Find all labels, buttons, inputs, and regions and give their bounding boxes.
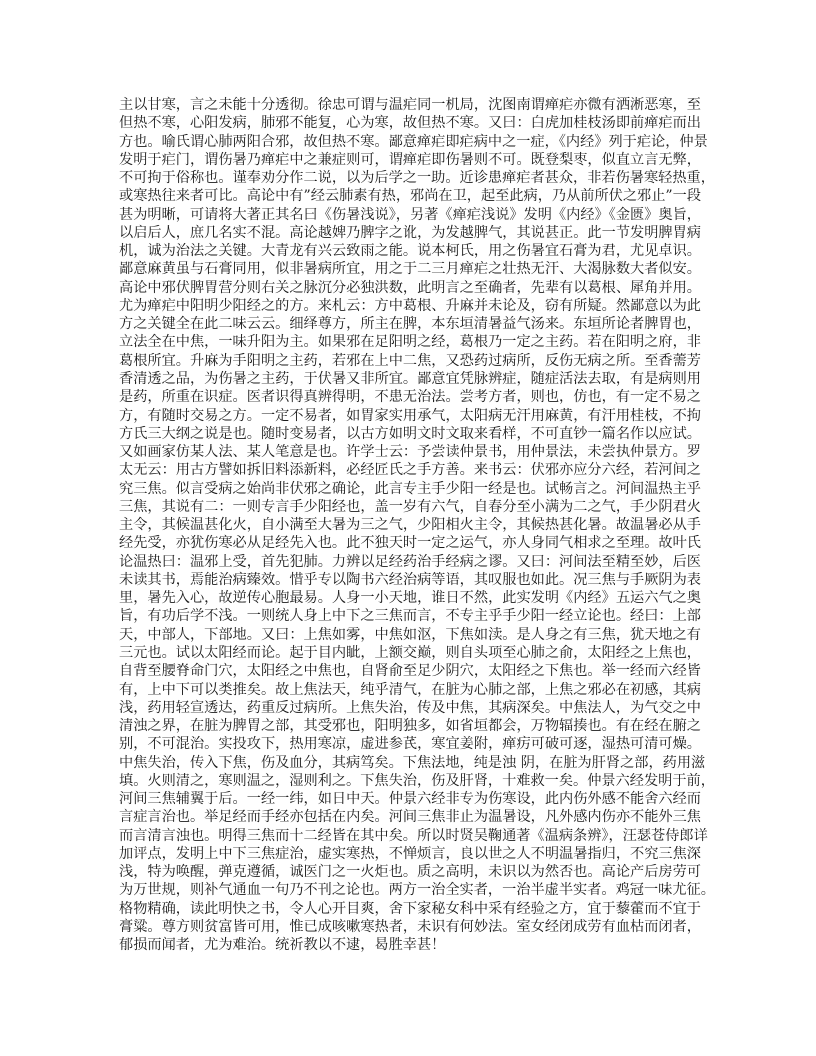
text-line: 为万世规，则补气通血一句乃不刊之论也。两方一治全实者，一治半虚半实者。鸡冠一味尤征。 [119,882,715,899]
text-line: 而言清言浊也。明得三焦而十二经皆在其中矣。所以时贤吴鞠通著《温病条辨》，汪瑟苍侍郎详 [119,827,708,844]
text-line: 究三焦。似言受病之始尚非伏邪之确论，此言专主手少阳一经是也。试畅言之。河间温热主乎 [119,480,701,497]
text-line: 以启后人，庶几名实不混。高论越婢乃脾字之讹，为发越脾气，其说甚正。此一节发明脾胃病 [119,224,701,241]
text-line: 浅，特为唤醒，弹克遵循，诚医门之一火炬也。质之高明，未识以为然否也。高论产后房劳可 [119,864,701,881]
text-line: 是药，所重在识症。医者识得真辨得明，不患无治法。尝考方者，则也，仿也，有一定不易之 [119,389,701,406]
text-line: 或寒热往来者可比。高论中有”经云肺素有热，邪尚在卫，起至此病，乃从前所伏之邪止”一段 [119,188,702,205]
text-line: 膏粱。尊方则贫富皆可用，惟已成咳嗽寒热者，未识有何妙法。室女经闭成劳有血枯而闭者， [119,918,701,935]
text-line: 三元也。试以太阳经而论。起于目内眦，上额交巅，则自头项至心肺之俞，太阳经之上焦也， [119,644,701,661]
text-line: 机，诚为治法之关键。大青龙有兴云致雨之能。说本柯氏，用之伤暑宜石膏为君，尤见卓识。 [119,243,701,260]
text-line: 又如画家仿某人法、某人笔意是也。许学士云：予尝读仲景书，用仲景法，未尝执仲景方。罗 [119,444,701,461]
text-line: 加评点，发明上中下三焦症治，虚实寒热，不惮烦言，良以世之人不明温暑指归，不究三焦深 [119,845,701,862]
text-line: 天，中部人，下部地。又曰：上焦如雾，中焦如沤，下焦如渎。是人身之有三焦，犹天地之有 [119,626,701,643]
text-line: 方也。喻氏谓心肺两阳合邪，故但热不寒。鄙意瘅疟即疟病中之一症，《内经》列于疟论，仲景 [119,133,708,150]
text-line: 自背至腰脊命门穴，太阳经之中焦也，自肾俞至足少阴穴，太阳经之下焦也。举一经而六经皆 [119,663,701,680]
text-line: 里，暑先入心，故逆传心胞最易。人身一小天地，谁日不然，此实发明《内经》五运六气之奥 [119,590,701,607]
text-line: 浅，药用轻宣透达，药重反过病所。上焦失治，传及中焦，其病深矣。中焦法人，为气交之中 [119,699,701,716]
text-line: 言症言治也。举足经而手经亦包括在内矣。河间三焦非止为温暑设，凡外感内伤亦不能外三焦 [119,809,701,826]
text-line: 发明于疟门，谓伤暑乃瘅疟中之兼症则可，谓瘅疟即伤暑则不可。既登梨枣，似直立言无弊， [119,151,701,168]
text-line: 主以甘寒，言之未能十分透彻。徐忠可谓与温疟同一机局，沈图南谓瘅疟亦微有洒淅恶寒，至 [119,97,701,113]
text-line: 有，上中下可以类推矣。故上焦法天，纯乎清气，在脏为心肺之部，上焦之邪必在初感，其病 [119,681,701,698]
text-line: 未读其书，焉能治病臻效。惜乎专以陶书六经治病等语，其叹服也如此。况三焦与手厥阴为表 [119,571,701,588]
text-line: 中焦失治，传入下焦，伤及血分，其病笃矣。下焦法地，纯是浊 阴，在脏为肝肾之部，药用滋 [119,754,706,771]
text-line: 尤为瘅疟中阳明少阳经之的方。来札云：方中葛根、升麻并未论及，窃有所疑。然鄙意以为此 [119,297,701,314]
text-line: 高论中邪伏脾胃营分则右关之脉沉分必独洪数，此明言之至确者，先辈有以葛根、犀角并用。 [119,279,701,296]
text-line: 甚为明晰，可请将大著正其名曰《伤暑浅说》，另著《瘅疟浅说》发明《内经》《金匮》奥旨， [119,206,701,223]
document-page [119,96,715,954]
text-line: 三焦，其说有二：一则专言手少阳经也，盖一岁有六气，自春分至小满为二之气，手少阴君火 [119,498,701,515]
text-line: 论温热曰：温邪上受，首先犯肺。力辨以足经药治手经病之谬。又曰：河间法至精至妙，后医 [119,553,701,570]
text-line: 方，有随时交易之方。一定不易者，如胃家实用承气，太阳病无汗用麻黄，有汗用桂枝，不拘 [119,407,701,424]
text-line: 鄙意麻黄虽与石膏同用，似非暑病所宜，用之于二三月瘅疟之壮热无汗、大渴脉数大者似安。 [119,261,701,278]
text-line: 河间三焦辅翼于后。一经一纬，如日中天。仲景六经非专为伤寒设，此内伤外感不能舍六经而 [119,791,701,808]
text-line: 葛根所宜。升麻为手阳明之主药，若邪在上中二焦，又恐药过病所，反伤无病之所。至香薷芳 [119,352,701,369]
text-line: 旨，有功后学不浅。一则统人身上中下之三焦而言，不专主乎手少阳一经立论也。经曰：上部 [119,608,701,625]
text-line: 香清透之品，为伤暑之主药，于伏暑又非所宜。鄙意宜凭脉辨症，随症活法去取，有是病则用 [119,370,701,387]
text-line: 郁损而闻者，尤为难治。统祈教以不逮，曷胜幸甚！ [119,937,446,954]
text-line: 别，不可混治。实投攻下，热用寒凉，虚进参芪，寒宜姜附，瘅疠可破可逐，湿热可清可燥。 [119,736,701,753]
text-line: 不可拘于俗称也。谨奉劝分作二说，以为后学之一助。近诊患瘅疟者甚众，非若伤暑寒轻热重， [119,170,715,187]
text-line: 方氏三大纲之说是也。随时变易者，以古方如明文时文取来看样，不可直钞一篇名作以应试。 [119,425,701,442]
text-line: 填。火则清之，寒则温之，湿则利之。下焦失治，伤及肝肾，十难救一矣。仲景六经发明于前， [119,772,715,789]
text-line: 方之关键全在此二味云云。细绎尊方，所主在脾，本东垣清暑益气汤来。东垣所论者脾胃也， [119,316,701,333]
text-line: 格物精确，读此明快之书，令人心开目爽，舍下家秘女科中采有经验之方，宜于藜藿而不宜于 [119,900,701,917]
text-line: 清浊之界，在脏为脾胃之部，其受邪也，阳明独多，如省垣都会，万物辐揍也。有在经在腑之 [119,718,701,735]
text-line: 经先受，亦犹伤寒必从足经先入也。此不独天时一定之运气，亦人身同气相求之至理。故叶氏 [119,535,701,552]
text-line: 但热不寒，心阳发病，肺邪不能复，心为寒，故但热不寒。又曰：白虎加桂枝汤即前瘅疟而出 [119,115,701,132]
text-line: 立法全在中焦，一味升阳为主。如果邪在足阳明之经，葛根乃一定之主药。若在阳明之府，非 [119,334,701,351]
text-line: 太无云：用古方譬如拆旧料添新料，必经匠氏之手方善。来书云：伏邪亦应分六经，若河间之 [119,462,701,479]
text-line: 主令，其候温甚化火，自小满至大暑为三之气，少阳相火主令，其候热甚化暑。故温暑必从手 [119,517,701,534]
